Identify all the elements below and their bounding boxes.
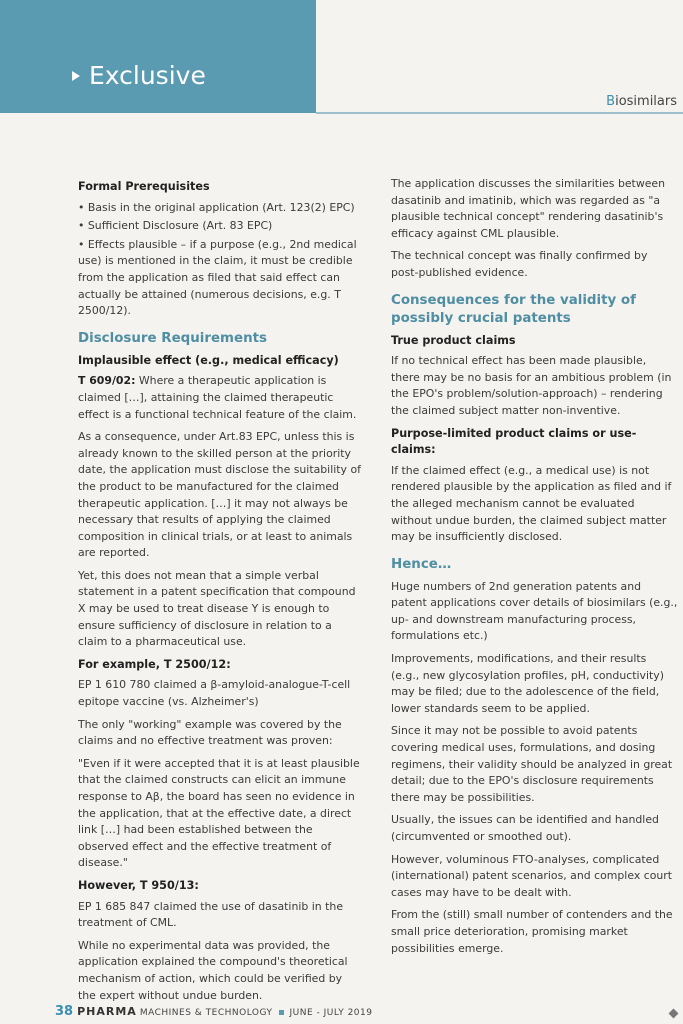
brand-name: PHARMA	[77, 1005, 137, 1018]
square-bullet-icon	[279, 1010, 284, 1015]
discusses-paragraph: The application discusses the similarities between dasatinib and imatinib, which was regarded as "a plausible technical concept" rendering dasatinib's efficacy against CML plausible.	[391, 177, 666, 240]
usually-paragraph: Usually, the issues can be identified and handled (circumvented or smoothed out).	[391, 813, 659, 843]
t609-lead: T 609/02:	[78, 374, 136, 388]
right-column	[391, 176, 678, 963]
since-paragraph: Since it may not be possible to avoid patents covering medical uses, formulations, and dosing regimens, their validity should be analyzed in great detail; due to the EPO's disclosure requirements there may be possibilities.	[391, 724, 673, 804]
section-label-rest: iosimilars	[615, 94, 677, 109]
section-label	[606, 94, 677, 109]
implausible-heading: Implausible effect (e.g., medical efficacy)	[78, 353, 339, 367]
however-paragraph: However, voluminous FTO-analyses, complicated (international) patent scenarios, and complex court cases may have to be dealt with.	[391, 852, 673, 899]
header-band	[0, 0, 316, 113]
true-heading: True product claims	[391, 333, 516, 347]
working-paragraph: The only "working" example was covered by the claims and no effective treatment was proven:	[78, 717, 342, 748]
confirmed-paragraph: The technical concept was finally confirmed by post-published evidence.	[391, 249, 648, 279]
header-title	[72, 63, 206, 88]
huge-paragraph: Huge numbers of 2nd generation patents and patent applications cover details of biosimilars (e.g., up- and downstream manufacturing process, formulations etc.)	[391, 579, 678, 643]
formal-title: Formal Prerequisites	[78, 180, 210, 193]
header-rule	[316, 112, 683, 114]
while-paragraph: While no experimental data was provided, the application explained the compound's theoretical mechanism of action, which could be verified by the expert without undue burden.	[78, 938, 348, 1002]
ep1610-paragraph: EP 1 610 780 claimed a β-amyloid-analogue-T-cell epitope vaccine (vs. Alzheimer's)	[78, 678, 351, 709]
play-triangle-icon	[72, 71, 80, 81]
yet-paragraph: Yet, this does not mean that a simple verbal statement in a patent specification that compound X may be used to treat disease Y is enough to ensure sufficiency of disclosure in relation to a claim to a pharmaceutical use.	[78, 568, 356, 649]
quote-paragraph: "Even if it were accepted that it is at least plausible that the claimed constructs can elicit an immune response to Aβ, the board has seen no evidence in the application, that at the effective date, a direct link […] had been established between the observed effect and the effective treatment of disease."	[78, 756, 360, 870]
page-number: 38	[55, 1004, 74, 1019]
brand-subtitle: MACHINES & TECHNOLOGY	[139, 1008, 273, 1018]
art83-paragraph: As a consequence, under Art.83 EPC, unless this is already known to the skilled person at the priority date, the application must disclose the suitability of the product to be manufactured for the claimed therapeutic application. […] it may not always be necessary that results of applying the claimed composition in clinical trials, or at least to animals are reported.	[78, 430, 361, 560]
diamond-icon	[669, 1009, 679, 1019]
formal-item: • Effects plausible – if a purpose (e.g., 2nd medical use) is mentioned in the claim, it must be credible from the application as filed that said effect can actually be attained (numerous decisions, e.g. T 2500/12).	[78, 237, 357, 318]
consequences-heading: Consequences for the validity of possibly crucial patents	[391, 292, 636, 326]
true-paragraph: If no technical effect has been made plausible, there may be no basis for an ambitious problem (in the EPO's problem/solution-approach) – rendering the claimed subject matter non-inventive.	[391, 354, 672, 417]
formal-item: • Sufficient Disclosure (Art. 83 EPC)	[78, 219, 273, 233]
t609-paragraph	[78, 373, 361, 423]
ep1685-paragraph: EP 1 685 847 claimed the use of dasatinib in the treatment of CML.	[78, 899, 344, 930]
left-column	[78, 176, 361, 1010]
section-label-initial: B	[606, 94, 616, 109]
purpose-heading: Purpose-limited product claims or use-claims:	[391, 426, 637, 457]
hence-heading: Hence…	[391, 556, 452, 572]
issue-date: JUNE - JULY 2019	[289, 1008, 373, 1018]
example-heading: For example, T 2500/12:	[78, 657, 231, 671]
purpose-paragraph: If the claimed effect (e.g., a medical use) is not rendered plausible by the application as filed and if the alleged mechanism cannot be evaluated without undue burden, the claimed subject matter may be insufficiently disclosed.	[391, 463, 672, 544]
formal-item: • Basis in the original application (Art. 123(2) EPC)	[78, 200, 355, 214]
however-heading: However, T 950/13:	[78, 878, 199, 892]
t609-text: Where a therapeutic application is claimed […], attaining the claimed therapeutic effect is a functional technical feature of the claim.	[78, 374, 357, 421]
footer	[55, 1004, 372, 1022]
header-title-text: Exclusive	[89, 61, 206, 90]
from-paragraph: From the (still) small number of contenders and the small price deterioration, promising market possibilities emerge.	[391, 908, 673, 955]
improvements-paragraph: Improvements, modifications, and their results (e.g., new glycosylation profiles, pH, conductivity) may be filed; due to the adolescence of the field, lower standards seem to be applied.	[391, 652, 664, 715]
disclosure-heading: Disclosure Requirements	[78, 330, 267, 346]
